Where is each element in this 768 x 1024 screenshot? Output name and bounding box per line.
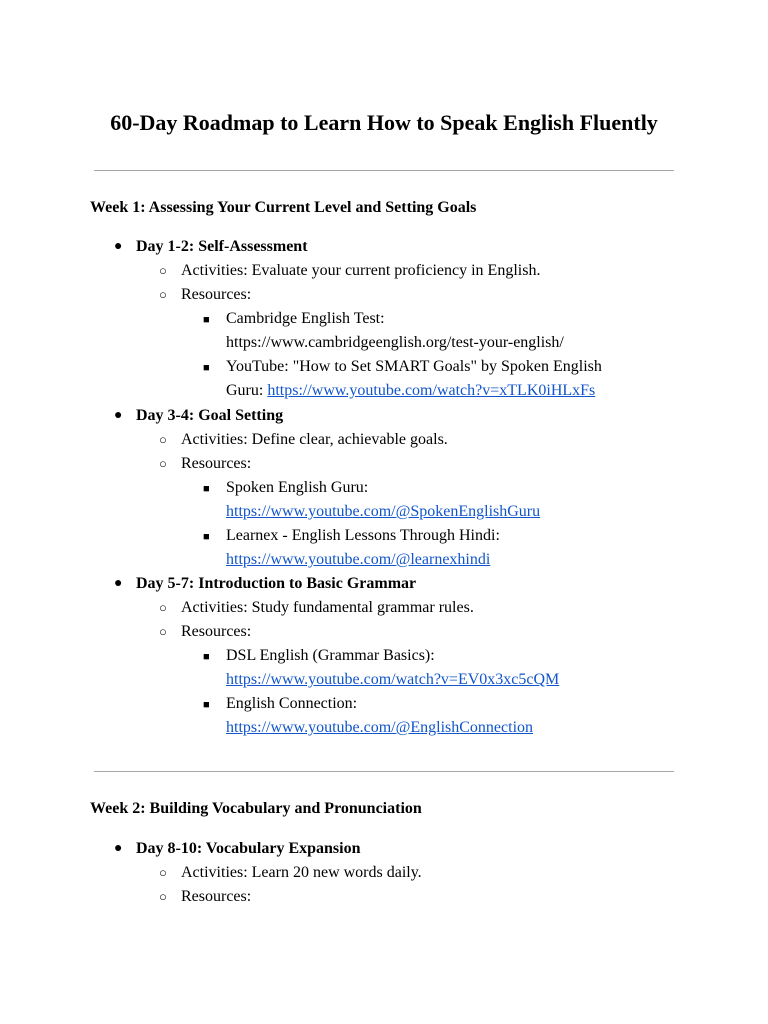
- day34-resource2-line: [226, 550, 490, 570]
- day12-resource2-name: YouTube: "How to Set SMART Goals" by Spoken English: [226, 358, 602, 375]
- day34-resource1-line: [226, 502, 540, 522]
- square-bullet-icon: ■: [203, 531, 210, 543]
- day57-activities: Activities: Study fundamental grammar rules.: [181, 599, 474, 616]
- document-title: 60-Day Roadmap to Learn How to Speak English Fluently: [110, 110, 658, 135]
- day34-resource1-name: Spoken English Guru:: [226, 479, 369, 496]
- day57-title: Day 5-7: Introduction to Basic Grammar: [136, 575, 417, 592]
- day12-resource2-line: [226, 381, 595, 401]
- day34-resource2-link[interactable]: https://www.youtube.com/@learnexhindi: [226, 551, 491, 568]
- bullet-icon: ●: [114, 576, 123, 591]
- circle-bullet-icon: ○: [159, 287, 167, 302]
- day12-activities: Activities: Evaluate your current proficiency in English.: [181, 262, 541, 279]
- circle-bullet-icon: ○: [159, 432, 167, 447]
- circle-bullet-icon: ○: [159, 889, 167, 904]
- day57-resource1-link[interactable]: https://www.youtube.com/watch?v=EV0x3xc5cQM: [226, 671, 560, 688]
- day12-resource1-url: https://www.cambridgeenglish.org/test-your-english/: [226, 334, 564, 351]
- square-bullet-icon: ■: [203, 483, 210, 495]
- day810-title: Day 8-10: Vocabulary Expansion: [136, 840, 361, 857]
- circle-bullet-icon: ○: [159, 600, 167, 615]
- week1-heading: Week 1: Assessing Your Current Level and Setting Goals: [90, 199, 477, 216]
- day57-resource2-line: [226, 718, 533, 738]
- day810-activities: Activities: Learn 20 new words daily.: [181, 864, 422, 881]
- horizontal-rule: [94, 170, 674, 171]
- day12-resource2-link[interactable]: https://www.youtube.com/watch?v=xTLK0iHLxFs: [267, 382, 596, 399]
- square-bullet-icon: ■: [203, 699, 210, 711]
- circle-bullet-icon: ○: [159, 865, 167, 880]
- horizontal-rule: [94, 771, 674, 772]
- square-bullet-icon: ■: [203, 314, 210, 326]
- bullet-icon: ●: [114, 408, 123, 423]
- day12-resource2-prefix: Guru:: [226, 382, 268, 399]
- day12-resource1-name: Cambridge English Test:: [226, 310, 385, 327]
- square-bullet-icon: ■: [203, 651, 210, 663]
- day34-resources-label: Resources:: [181, 455, 252, 472]
- circle-bullet-icon: ○: [159, 624, 167, 639]
- square-bullet-icon: ■: [203, 362, 210, 374]
- day57-resource2-link[interactable]: https://www.youtube.com/@EnglishConnection: [226, 719, 534, 736]
- circle-bullet-icon: ○: [159, 263, 167, 278]
- day57-resource2-name: English Connection:: [226, 695, 358, 712]
- day34-resource1-link[interactable]: https://www.youtube.com/@SpokenEnglishGuru: [226, 503, 541, 520]
- day57-resource1-line: [226, 670, 559, 690]
- week2-heading: Week 2: Building Vocabulary and Pronunciation: [90, 800, 422, 817]
- day34-title: Day 3-4: Goal Setting: [136, 407, 284, 424]
- circle-bullet-icon: ○: [159, 456, 167, 471]
- day12-resources-label: Resources:: [181, 286, 252, 303]
- day57-resources-label: Resources:: [181, 623, 252, 640]
- day12-title: Day 1-2: Self-Assessment: [136, 238, 308, 255]
- day34-activities: Activities: Define clear, achievable goals.: [181, 431, 448, 448]
- bullet-icon: ●: [114, 239, 123, 254]
- day34-resource2-name: Learnex - English Lessons Through Hindi:: [226, 527, 500, 544]
- bullet-icon: ●: [114, 841, 123, 856]
- day810-resources-label: Resources:: [181, 888, 252, 905]
- day57-resource1-name: DSL English (Grammar Basics):: [226, 647, 435, 664]
